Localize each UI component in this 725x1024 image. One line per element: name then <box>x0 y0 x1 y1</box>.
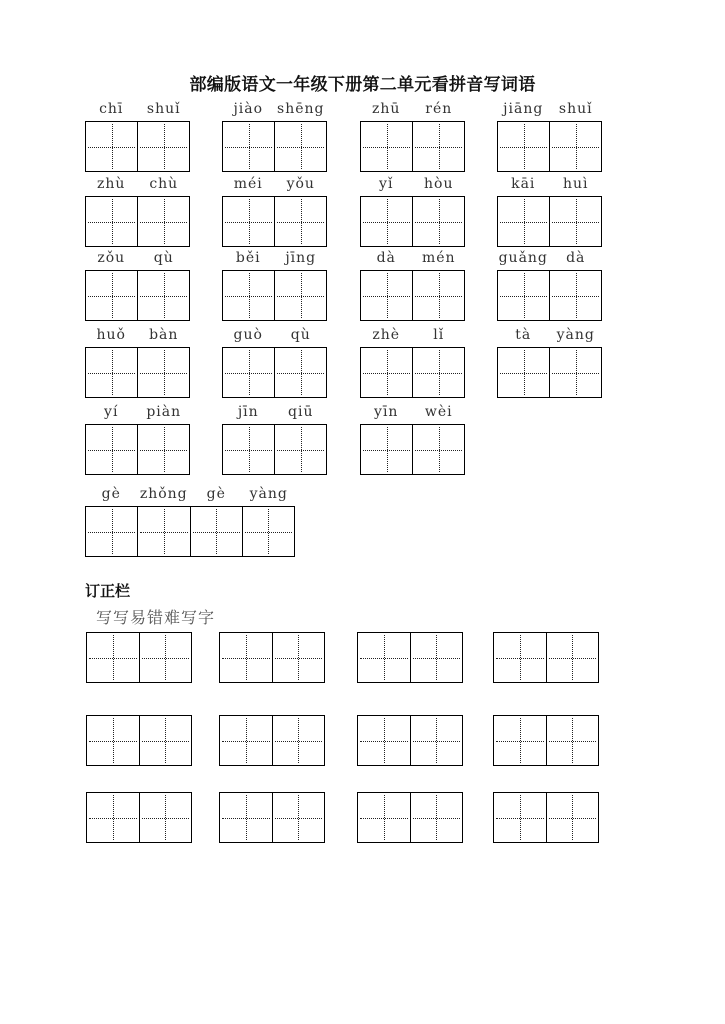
pinyin-syllable: chù <box>149 176 179 192</box>
pinyin-syllable: yǒu <box>286 176 315 192</box>
correction-box-group <box>493 632 599 683</box>
tianzige-cell <box>86 197 138 246</box>
pinyin-syllable: zǒu <box>97 250 126 266</box>
pinyin-syllable: jiāng <box>503 101 544 117</box>
tianzige-cell <box>358 793 411 842</box>
writing-box-group <box>85 424 190 475</box>
tianzige-cell <box>550 197 601 246</box>
writing-box-group <box>360 347 465 398</box>
pinyin-syllable: yàng <box>556 327 595 343</box>
pinyin-syllable: hòu <box>424 176 454 192</box>
tianzige-cell <box>138 348 189 397</box>
tianzige-cell <box>498 348 550 397</box>
writing-box-group <box>222 347 327 398</box>
writing-box-group <box>85 121 190 172</box>
writing-box-group <box>85 506 295 557</box>
tianzige-cell <box>140 716 192 765</box>
writing-box-group <box>497 121 602 172</box>
pinyin-syllable: méi <box>233 176 263 192</box>
tianzige-cell <box>494 793 547 842</box>
correction-box-group <box>219 632 325 683</box>
tianzige-cell <box>223 348 275 397</box>
tianzige-cell <box>358 633 411 682</box>
tianzige-cell <box>140 633 192 682</box>
writing-box-group <box>85 270 190 321</box>
writing-box-group <box>360 196 465 247</box>
tianzige-cell <box>138 425 189 474</box>
pinyin-syllable: qù <box>290 327 311 343</box>
tianzige-cell <box>86 348 138 397</box>
tianzige-cell <box>86 507 138 556</box>
pinyin-syllable: qiū <box>288 404 314 420</box>
pinyin-syllable: zhù <box>97 176 126 192</box>
correction-box-group <box>86 792 192 843</box>
tianzige-cell <box>413 197 464 246</box>
worksheet-title: 部编版语文一年级下册第二单元看拼音写词语 <box>189 75 536 95</box>
tianzige-cell <box>361 271 413 320</box>
pinyin-syllable: yīn <box>374 404 399 420</box>
pinyin-syllable: gè <box>206 486 226 502</box>
tianzige-cell <box>86 425 138 474</box>
writing-box-group <box>222 196 327 247</box>
pinyin-syllable: yí <box>104 404 119 420</box>
tianzige-cell <box>138 271 189 320</box>
tianzige-cell <box>273 716 325 765</box>
tianzige-cell <box>547 633 599 682</box>
tianzige-cell <box>138 197 189 246</box>
tianzige-cell <box>547 793 599 842</box>
writing-box-group <box>222 270 327 321</box>
correction-box-group <box>357 792 463 843</box>
pinyin-syllable: guò <box>233 327 263 343</box>
tianzige-cell <box>223 425 275 474</box>
tianzige-cell <box>86 122 138 171</box>
tianzige-cell <box>550 271 601 320</box>
tianzige-cell <box>411 793 463 842</box>
tianzige-cell <box>87 716 140 765</box>
tianzige-cell <box>498 197 550 246</box>
correction-box-group <box>86 715 192 766</box>
tianzige-cell <box>547 716 599 765</box>
pinyin-syllable: tà <box>515 327 532 343</box>
tianzige-cell <box>87 633 140 682</box>
tianzige-cell <box>138 122 189 171</box>
writing-box-group <box>497 270 602 321</box>
pinyin-syllable: zhǒng <box>139 486 188 502</box>
tianzige-cell <box>361 197 413 246</box>
correction-heading: 订正栏 <box>85 582 131 600</box>
tianzige-cell <box>275 425 326 474</box>
pinyin-syllable: huǒ <box>96 327 126 343</box>
pinyin-syllable: běi <box>235 250 261 266</box>
tianzige-cell <box>361 348 413 397</box>
tianzige-cell <box>498 122 550 171</box>
tianzige-cell <box>275 122 326 171</box>
writing-box-group <box>360 270 465 321</box>
tianzige-cell <box>413 425 464 474</box>
correction-box-group <box>493 715 599 766</box>
pinyin-syllable: dà <box>376 250 396 266</box>
tianzige-cell <box>275 348 326 397</box>
pinyin-syllable: jiào <box>233 101 264 117</box>
tianzige-cell <box>411 716 463 765</box>
tianzige-cell <box>223 271 275 320</box>
tianzige-cell <box>87 793 140 842</box>
pinyin-syllable: qù <box>153 250 174 266</box>
tianzige-cell <box>550 348 601 397</box>
tianzige-cell <box>220 633 273 682</box>
pinyin-syllable: jīn <box>237 404 259 420</box>
correction-box-group <box>219 715 325 766</box>
writing-box-group <box>85 196 190 247</box>
writing-box-group <box>222 424 327 475</box>
pinyin-syllable: chī <box>99 101 124 117</box>
correction-box-group <box>219 792 325 843</box>
pinyin-syllable: shuǐ <box>146 101 181 117</box>
tianzige-cell <box>413 122 464 171</box>
tianzige-cell <box>275 197 326 246</box>
pinyin-syllable: kāi <box>511 176 536 192</box>
tianzige-cell <box>413 348 464 397</box>
tianzige-cell <box>191 507 243 556</box>
tianzige-cell <box>358 716 411 765</box>
tianzige-cell <box>275 271 326 320</box>
correction-subheading: 写写易错难写字 <box>96 608 216 627</box>
pinyin-syllable: yàng <box>249 486 288 502</box>
correction-box-group <box>357 715 463 766</box>
tianzige-cell <box>413 271 464 320</box>
tianzige-cell <box>498 271 550 320</box>
pinyin-syllable: guǎng <box>498 250 548 266</box>
tianzige-cell <box>494 633 547 682</box>
pinyin-syllable: bàn <box>149 327 179 343</box>
pinyin-syllable: huì <box>562 176 589 192</box>
tianzige-cell <box>361 425 413 474</box>
correction-box-group <box>493 792 599 843</box>
pinyin-syllable: zhè <box>372 327 401 343</box>
pinyin-syllable: piàn <box>146 404 182 420</box>
writing-box-group <box>497 196 602 247</box>
tianzige-cell <box>361 122 413 171</box>
pinyin-syllable: lǐ <box>433 327 445 343</box>
tianzige-cell <box>140 793 192 842</box>
tianzige-cell <box>220 716 273 765</box>
correction-box-group <box>357 632 463 683</box>
pinyin-syllable: rén <box>425 101 453 117</box>
tianzige-cell <box>411 633 463 682</box>
pinyin-syllable: gè <box>101 486 121 502</box>
tianzige-cell <box>273 793 325 842</box>
tianzige-cell <box>138 507 190 556</box>
tianzige-cell <box>220 793 273 842</box>
pinyin-syllable: jīng <box>285 250 317 266</box>
writing-box-group <box>360 424 465 475</box>
writing-box-group <box>360 121 465 172</box>
tianzige-cell <box>494 716 547 765</box>
writing-box-group <box>222 121 327 172</box>
writing-box-group <box>85 347 190 398</box>
pinyin-syllable: shuǐ <box>558 101 593 117</box>
pinyin-syllable: mén <box>421 250 456 266</box>
tianzige-cell <box>550 122 601 171</box>
tianzige-cell <box>243 507 294 556</box>
tianzige-cell <box>86 271 138 320</box>
correction-box-group <box>86 632 192 683</box>
tianzige-cell <box>273 633 325 682</box>
pinyin-syllable: shēng <box>277 101 325 117</box>
pinyin-syllable: dà <box>566 250 586 266</box>
tianzige-cell <box>223 122 275 171</box>
pinyin-syllable: zhū <box>372 101 401 117</box>
writing-box-group <box>497 347 602 398</box>
pinyin-syllable: wèi <box>424 404 453 420</box>
tianzige-cell <box>223 197 275 246</box>
pinyin-syllable: yǐ <box>379 176 394 192</box>
